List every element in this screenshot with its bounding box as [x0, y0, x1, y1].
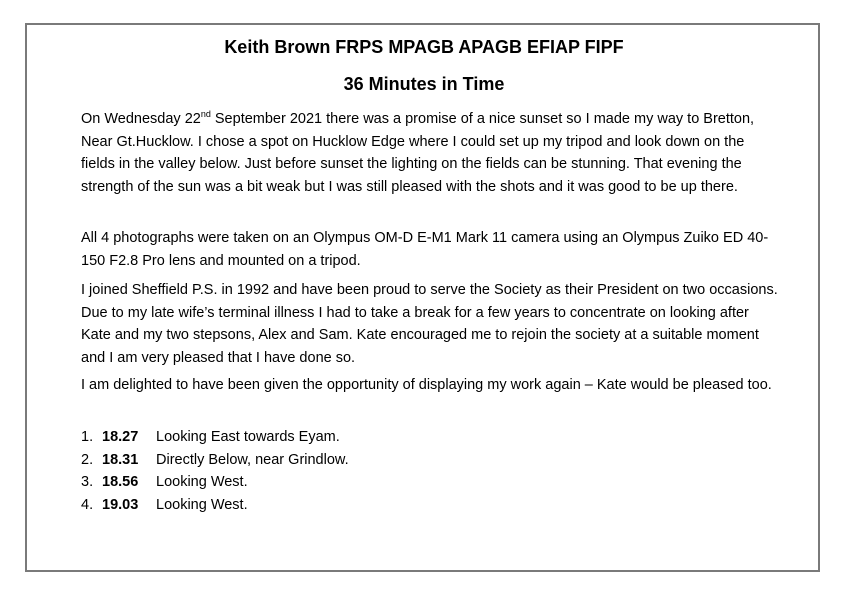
shot-number: 4. — [81, 496, 94, 513]
intro-paragraph — [81, 108, 781, 198]
author-heading: Keith Brown FRPS MPAGB APAGB EFIAP FIPF — [224, 37, 624, 57]
panel-title: 36 Minutes in Time — [343, 74, 505, 94]
history-paragraph: I joined Sheffield P.S. in 1992 and have been proud to serve the Society as their President on two occasions. Due to my late wife’s terminal illness I had to take a break for a few years to concentrate on looking after Kate and my two stepsons, Alex and Sam. Kate encouraged me to rejoin the society at a suitable moment and I am very pleased that I have done so. — [81, 282, 778, 366]
shot-time: 18.31 — [102, 451, 139, 468]
shot-description: Directly Below, near Grindlow. — [156, 451, 349, 468]
shot-time: 19.03 — [102, 496, 139, 513]
shot-description: Looking West. — [156, 474, 248, 490]
intro-text-start: On Wednesday 22 — [81, 111, 201, 127]
intro-text-rest: September 2021 there was a promise of a nice sunset so I made my way to Bretton, Near Gt.Hucklow. I chose a spot on Hucklow Edge where I could set up my tripod and look down on the fields in the valley below. Just before sunset the lighting on the fields can be stunning. That evening the strength of the sun was a bit weak but I was still pleased with the shots and it was good to be up there. — [81, 111, 755, 195]
shot-time: 18.56 — [102, 474, 139, 490]
shot-item — [81, 471, 349, 494]
shot-list — [81, 426, 349, 516]
shot-number: 3. — [81, 474, 94, 490]
date-ordinal-suffix: nd — [200, 109, 211, 120]
shot-item — [81, 449, 349, 472]
shot-number: 2. — [81, 451, 94, 468]
shot-item — [81, 494, 349, 517]
closing-paragraph: I am delighted to have been given the opportunity of displaying my work again – Kate would be pleased too. — [81, 377, 772, 393]
shot-time: 18.27 — [102, 429, 139, 445]
shot-description: Looking West. — [156, 496, 248, 513]
shot-item — [81, 426, 349, 449]
shot-number: 1. — [81, 429, 94, 445]
shot-description: Looking East towards Eyam. — [156, 429, 340, 445]
equipment-paragraph: All 4 photographs were taken on an Olympus OM-D E-M1 Mark 11 camera using an Olympus Zuiko ED 40-150 F2.8 Pro lens and mounted on a tripod. — [81, 230, 769, 269]
